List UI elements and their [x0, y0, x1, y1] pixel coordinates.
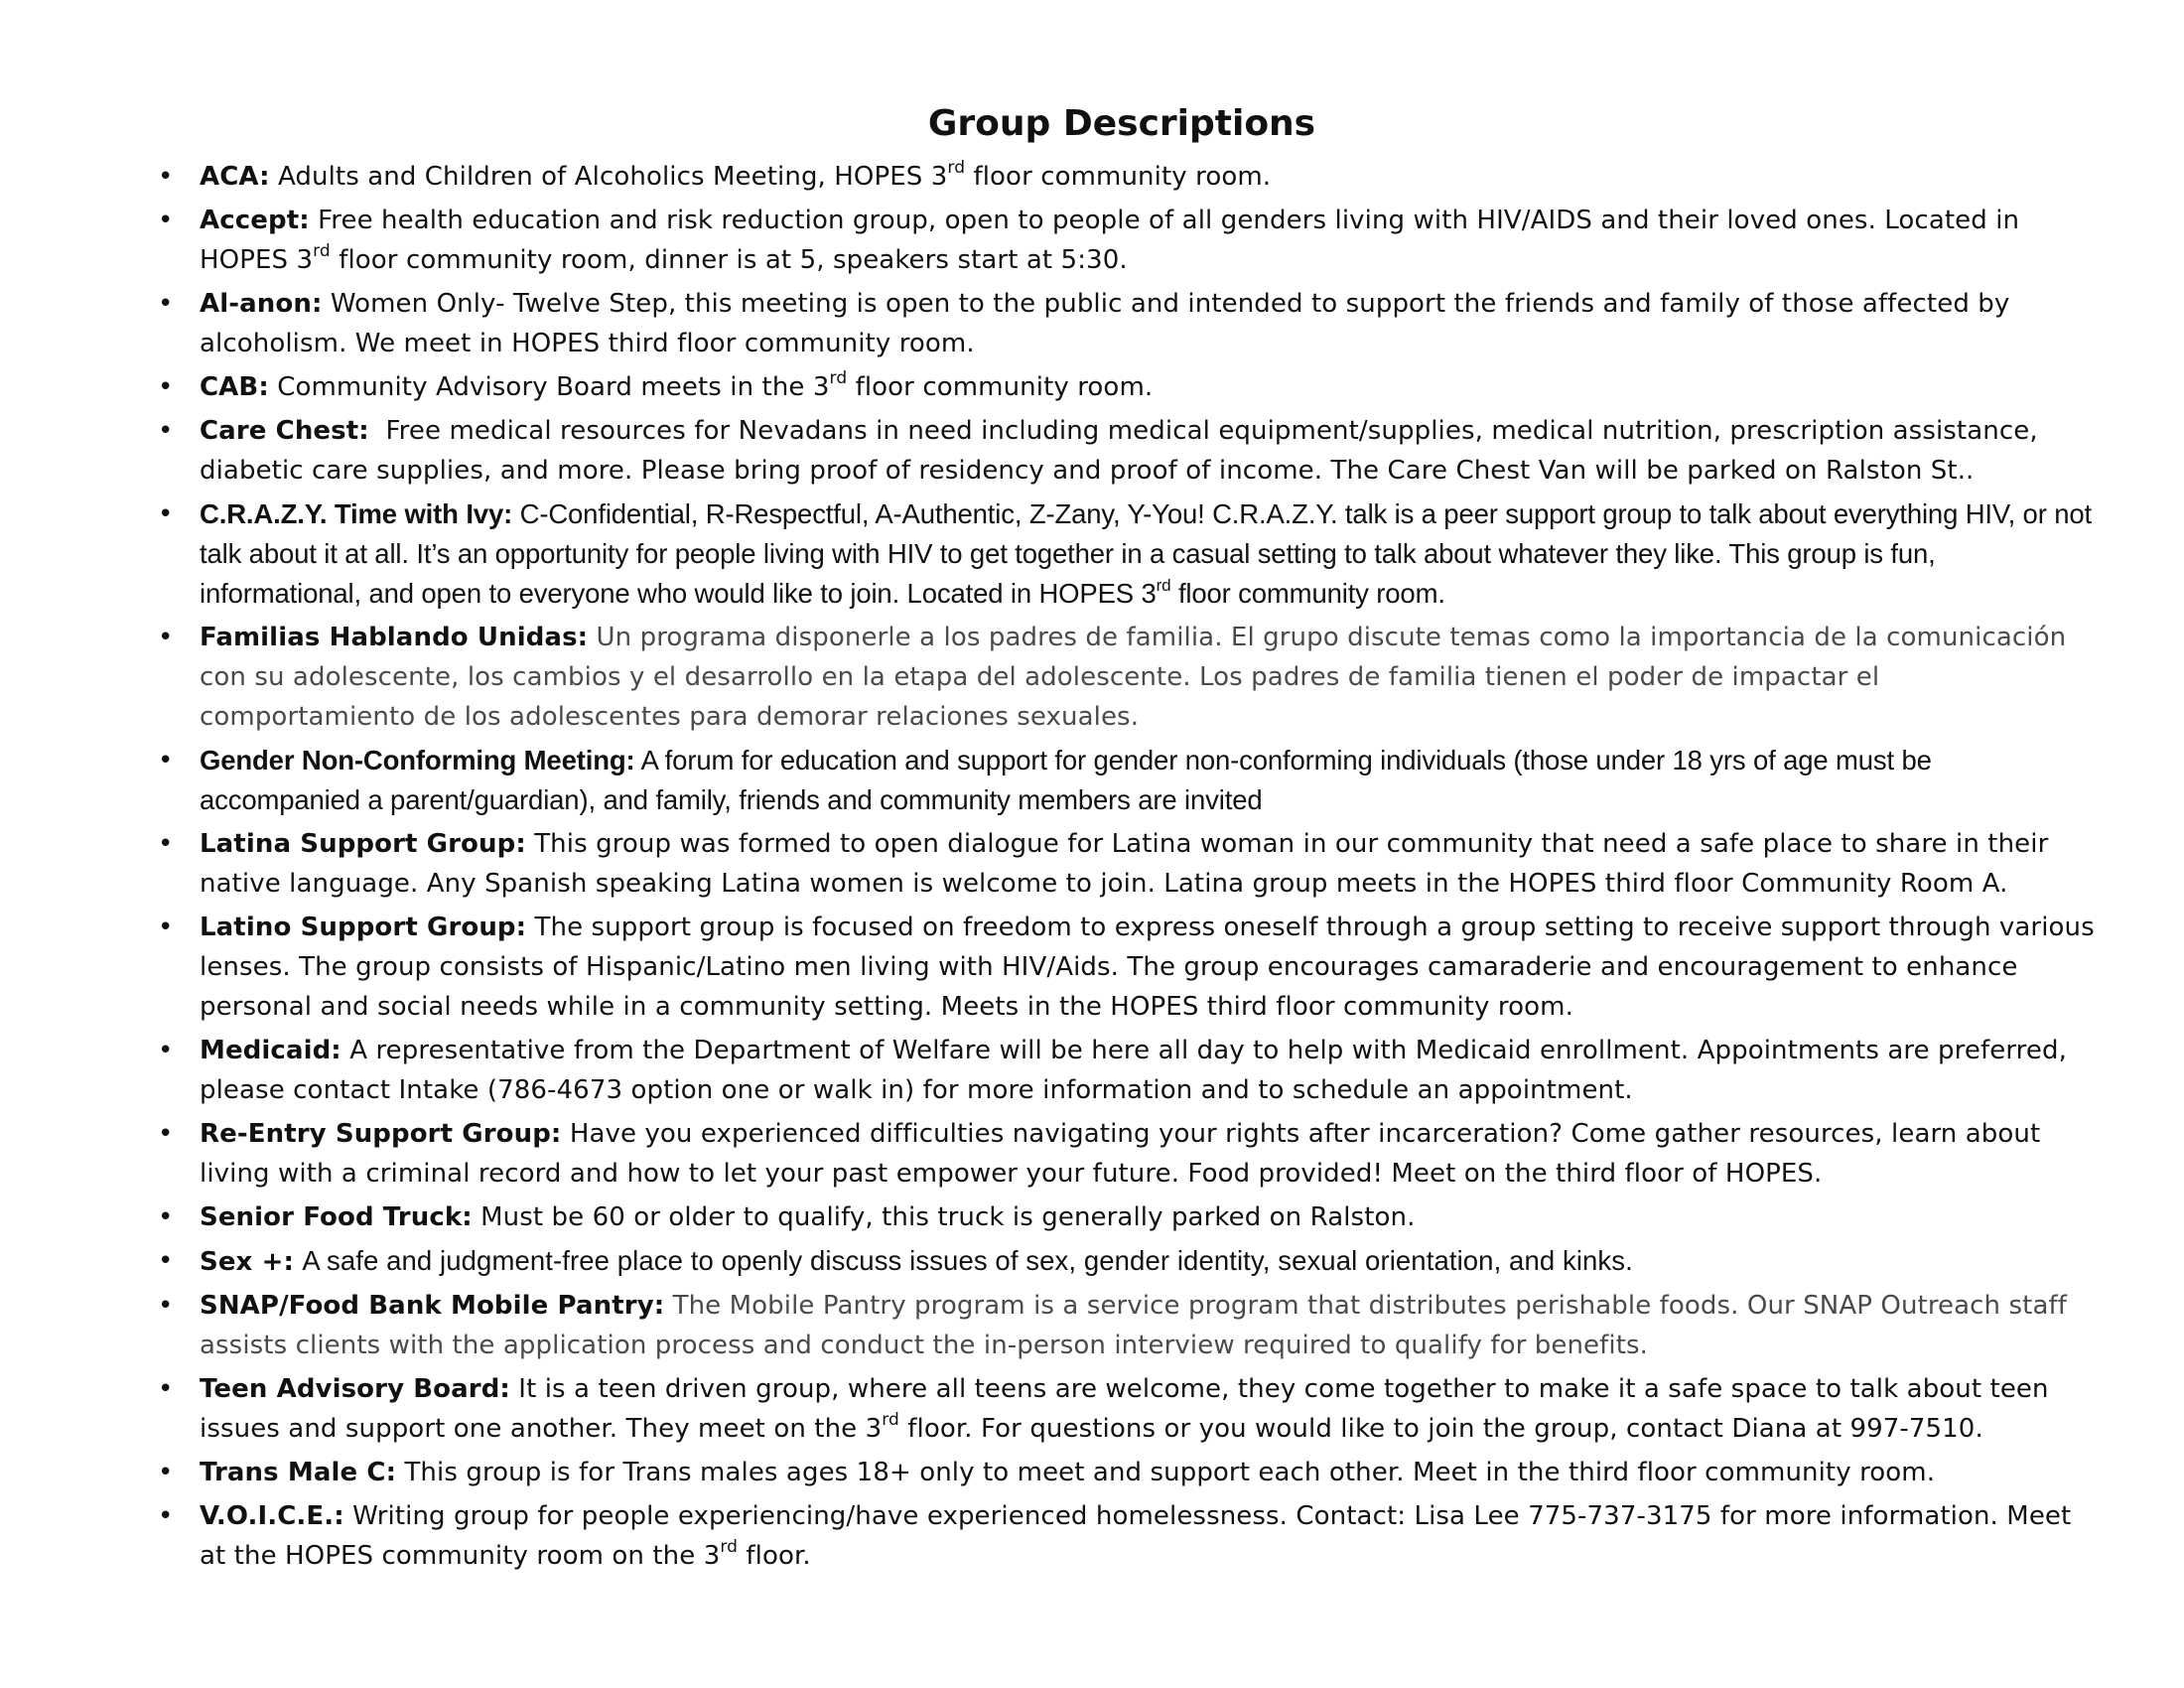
group-description-cont: floor. For questions or you would like to join the group, contact Diana at 997-7510.	[898, 1414, 1983, 1444]
bullet-icon: •	[158, 829, 174, 859]
group-name: Trans Male C:	[200, 1458, 397, 1487]
ordinal-suffix: rd	[1156, 575, 1171, 595]
group-description-cont: floor community room, dinner is at 5, speakers start at 5:30.	[330, 245, 1128, 275]
group-description: The Mobile Pantry program is a service program that distributes perishable foods. Our SNAP Outreach staff assists clients with the application process and conduct the in-person interview required to qualify for benefits.	[200, 1291, 2067, 1360]
list-item-re-entry	[0, 1114, 2100, 1194]
group-description: A forum for education and support for gender non-conforming individuals (those under 18 yrs of age must be accompanied a parent/guardian), and family, friends and community members are invited	[200, 745, 1932, 815]
group-description: A safe and judgment-free place to openly discuss issues of sex, gender identity, sexual orientation, and kinks.	[302, 1245, 1633, 1276]
ordinal-suffix: rd	[829, 368, 848, 389]
group-name: Senior Food Truck:	[200, 1202, 473, 1232]
group-description: Women Only- Twelve Step, this meeting is open to the public and intended to support the friends and family of those affected by alcoholism. We meet in HOPES third floor community room.	[200, 289, 2010, 358]
bullet-icon: •	[158, 416, 174, 446]
group-description-cont: floor community room.	[847, 372, 1154, 402]
group-name: Medicaid:	[200, 1036, 341, 1065]
list-item-crazy-time	[0, 494, 2100, 614]
list-item-voice	[0, 1496, 2100, 1576]
bullet-icon: •	[158, 1246, 174, 1276]
group-description: Un programa disponerle a los padres de familia. El grupo discute temas como la importancia de la comunicación con su adolescente, los cambios y el desarrollo en la etapa del adolescente. Los padres de familia tienen el poder de impactar el comportamiento de los adolescentes para demorar relaciones sexuales.	[200, 623, 2067, 732]
group-description: Must be 60 or older to qualify, this truck is generally parked on Ralston.	[480, 1202, 1416, 1232]
group-description-list	[0, 157, 2184, 1580]
list-item-care-chest	[0, 411, 2100, 491]
list-item-latina	[0, 824, 2100, 904]
bullet-icon: •	[158, 499, 174, 529]
list-item-al-anon	[0, 284, 2100, 363]
group-name: SNAP/Food Bank Mobile Pantry:	[200, 1291, 665, 1321]
group-description: Writing group for people experiencing/have experienced homelessness. Contact: Lisa Lee 775-737-3175 for more information. Meet at the HOPES community room on the 3	[200, 1501, 2072, 1571]
page-title: Group Descriptions	[927, 103, 1316, 144]
group-name: ACA:	[200, 162, 270, 192]
group-name: Gender Non-Conforming Meeting:	[200, 745, 635, 775]
group-description: Free health education and risk reduction group, open to people of all genders living with HIV/AIDS and their loved ones. Located in HOPES 3	[200, 206, 2020, 275]
group-name: CAB:	[200, 372, 269, 402]
group-description: C-Confidential, R-Respectful, A-Authentic, Z-Zany, Y-You! C.R.A.Z.Y. talk is a peer support group to talk about everything HIV, or not talk about it at all. It’s an opportunity for people living with HIV to get together in a casual setting to talk about whatever they like. This group is fun, informational, and open to everyone who would like to join. Located in HOPES 3	[200, 498, 2092, 609]
list-item-cab	[0, 367, 2100, 407]
group-description: The support group is focused on freedom to express oneself through a group setting to receive support through various lenses. The group consists of Hispanic/Latino men living with HIV/Aids. The group encourages camaraderie and encouragement to enhance personal and social needs while in a community setting. Meets in the HOPES third floor community room.	[200, 913, 2095, 1022]
bullet-icon: •	[158, 1119, 174, 1149]
list-item-gender-non-conforming	[0, 741, 2100, 820]
group-name: Familias Hablando Unidas:	[200, 623, 589, 652]
list-item-latino	[0, 908, 2100, 1027]
list-item-snap-mobile-pantry	[0, 1286, 2100, 1365]
group-description: It is a teen driven group, where all teens are welcome, they come together to make it a safe space to talk about teen issues and support one another. They meet on the 3	[200, 1374, 2049, 1444]
list-item-teen-advisory-board	[0, 1369, 2100, 1449]
bullet-icon: •	[158, 206, 174, 235]
group-name: C.R.A.Z.Y. Time with Ivy:	[200, 498, 513, 529]
bullet-icon: •	[158, 1202, 174, 1232]
ordinal-suffix: rd	[947, 158, 966, 179]
group-description-cont: floor community room.	[1170, 578, 1445, 609]
group-name: Teen Advisory Board:	[200, 1374, 510, 1404]
bullet-icon: •	[158, 623, 174, 652]
group-description: This group is for Trans males ages 18+ only to meet and support each other. Meet in the third floor community room.	[404, 1458, 1936, 1487]
bullet-icon: •	[158, 746, 174, 775]
group-description: Free medical resources for Nevadans in need including medical equipment/supplies, medical nutrition, prescription assistance, diabetic care supplies, and more. Please bring proof of residency and proof of income. The Care Chest Van will be parked on Ralston St..	[200, 416, 2038, 486]
bullet-icon: •	[158, 372, 174, 402]
group-description: Have you experienced difficulties navigating your rights after incarceration? Come gather resources, learn about living with a criminal record and how to let your past empower your future. Food provided! Meet on the third floor of HOPES.	[200, 1119, 2041, 1189]
list-item-accept	[0, 201, 2100, 280]
ordinal-suffix: rd	[313, 241, 331, 262]
ordinal-suffix: rd	[882, 1410, 899, 1431]
bullet-icon: •	[158, 913, 174, 942]
ordinal-suffix: rd	[720, 1537, 739, 1558]
bullet-icon: •	[158, 162, 174, 192]
group-name: V.O.I.C.E.:	[200, 1501, 344, 1531]
list-item-sex-plus	[0, 1241, 2100, 1282]
group-name: Accept:	[200, 206, 310, 235]
bullet-icon: •	[158, 289, 174, 319]
list-item-medicaid	[0, 1031, 2100, 1110]
group-name: Latina Support Group:	[200, 829, 526, 859]
bullet-icon: •	[158, 1374, 174, 1404]
group-description-cont: floor.	[738, 1541, 811, 1571]
group-name: Care Chest:	[200, 416, 369, 446]
group-description-cont: floor community room.	[965, 162, 1272, 192]
bullet-icon: •	[158, 1501, 174, 1531]
bullet-icon: •	[158, 1458, 174, 1487]
group-name: Latino Support Group:	[200, 913, 527, 942]
group-name: Al-anon:	[200, 289, 323, 319]
bullet-icon: •	[158, 1036, 174, 1065]
group-name: Sex +:	[200, 1247, 294, 1277]
bullet-icon: •	[158, 1291, 174, 1321]
list-item-familias	[0, 618, 2100, 737]
list-item-aca	[0, 157, 2100, 197]
list-item-trans-male-c	[0, 1453, 2100, 1492]
group-description: Adults and Children of Alcoholics Meeting, HOPES 3	[277, 162, 948, 192]
group-name: Re-Entry Support Group:	[200, 1119, 562, 1149]
group-description: This group was formed to open dialogue for Latina woman in our community that need a safe place to share in their native language. Any Spanish speaking Latina women is welcome to join. Latina group meets in the HOPES third floor Community Room A.	[200, 829, 2049, 899]
group-description: Community Advisory Board meets in the 3	[277, 372, 830, 402]
group-description: A representative from the Department of Welfare will be here all day to help with Medicaid enrollment. Appointments are preferred, please contact Intake (786-4673 option one or walk in) for more information and to schedule an appointment.	[200, 1036, 2067, 1105]
list-item-senior-food-truck	[0, 1197, 2100, 1237]
